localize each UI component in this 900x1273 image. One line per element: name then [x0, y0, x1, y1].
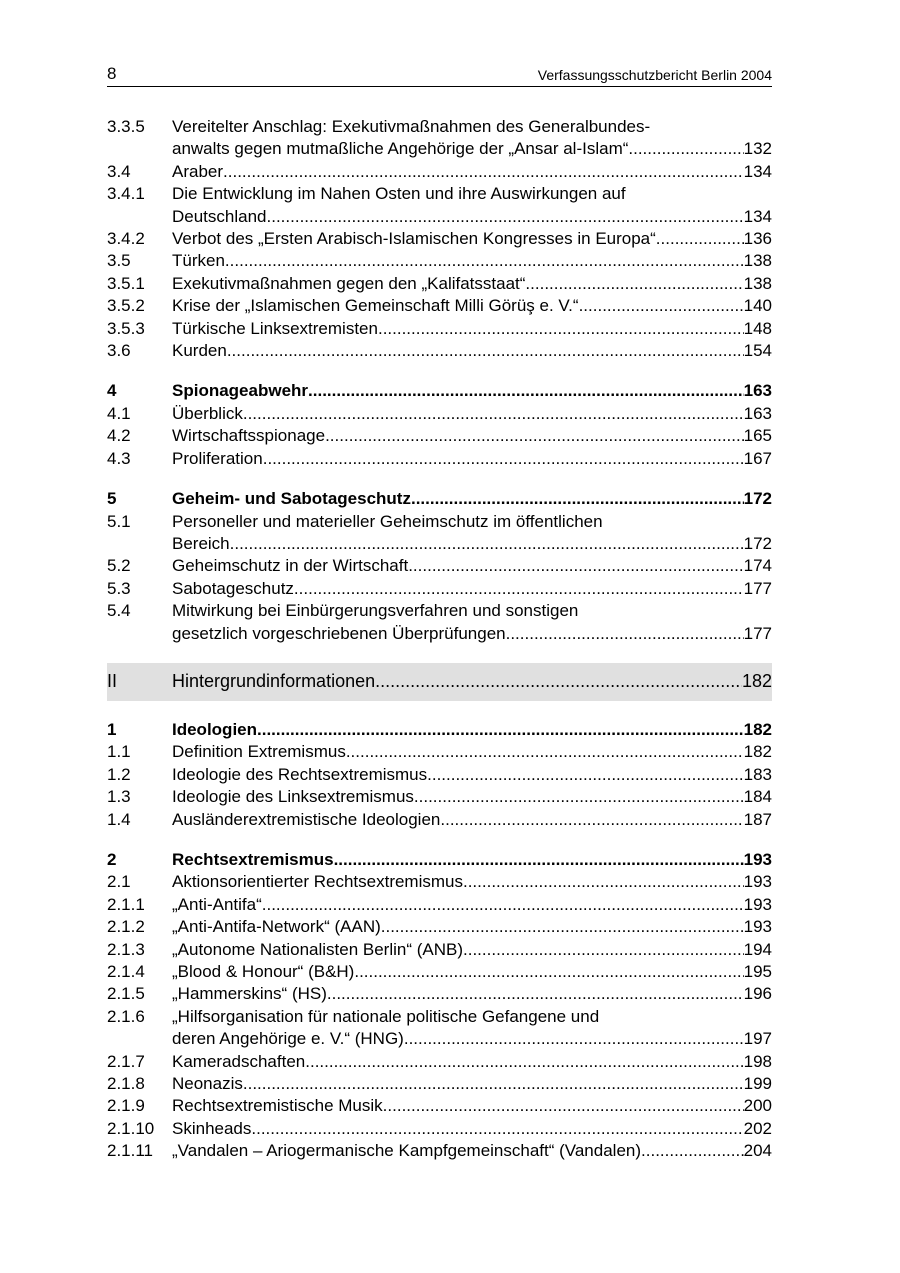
toc-number: 2.1.1 — [107, 894, 145, 914]
toc-entry-2-1-3[interactable] — [107, 939, 772, 961]
table-of-contents — [107, 116, 772, 1163]
toc-leader — [263, 448, 744, 470]
document-page — [107, 60, 772, 1163]
toc-title: Spionageabwehr — [172, 381, 309, 401]
toc-entry-3-4[interactable] — [107, 161, 772, 183]
toc-entry-3-5-1[interactable] — [107, 273, 772, 295]
toc-number: 1.4 — [107, 809, 131, 829]
toc-page: 163 — [743, 381, 772, 401]
toc-title: Skinheads — [172, 1118, 252, 1138]
toc-title: Rechtsextremismus — [172, 849, 334, 869]
toc-number: 2.1.7 — [107, 1051, 145, 1071]
toc-number: 3.5.1 — [107, 273, 145, 293]
toc-entry-3-6[interactable] — [107, 340, 772, 362]
toc-leader — [223, 161, 744, 183]
section-gap — [107, 831, 772, 849]
toc-leader — [325, 425, 744, 447]
toc-leader — [525, 273, 743, 295]
toc-title-line1: Die Entwicklung im Nahen Osten und ihre Auswirkungen auf — [172, 184, 626, 204]
toc-entry-3-4-2[interactable] — [107, 228, 772, 250]
toc-page: 163 — [743, 403, 772, 423]
toc-page: 177 — [743, 578, 772, 598]
toc-leader — [308, 380, 744, 402]
toc-leader — [251, 1118, 743, 1140]
toc-leader — [327, 983, 744, 1005]
toc-leader — [243, 403, 744, 425]
toc-title: „Vandalen – Ariogermanische Kampfgemeinschaft“ (Vandalen) — [172, 1141, 642, 1161]
toc-title: Sabotageschutz — [172, 578, 294, 598]
toc-page: 140 — [743, 296, 772, 316]
toc-page: 193 — [743, 894, 772, 914]
toc-leader — [656, 228, 744, 250]
toc-leader — [463, 871, 744, 893]
toc-entry-1-2[interactable] — [107, 764, 772, 786]
toc-leader — [411, 488, 744, 510]
toc-entry-2-1-11[interactable] — [107, 1140, 772, 1162]
toc-title: Wirtschaftsspionage — [172, 426, 326, 446]
toc-title-line1: Vereitelter Anschlag: Exekutivmaßnahmen des Generalbundes- — [172, 117, 651, 136]
toc-leader — [375, 671, 742, 692]
toc-page: 193 — [743, 849, 772, 869]
toc-page: 193 — [743, 917, 772, 937]
toc-page: 184 — [743, 787, 772, 807]
toc-page: 182 — [743, 742, 772, 762]
toc-title: anwalts gegen mutmaßliche Angehörige der „Ansar al-Islam“ — [172, 139, 629, 159]
toc-page: 134 — [743, 161, 772, 181]
toc-page: 198 — [743, 1051, 772, 1071]
toc-title: „Blood & Honour“ (B&H) — [172, 962, 355, 981]
toc-title: deren Angehörige e. V.“ (HNG) — [172, 1029, 404, 1049]
toc-number: 2.1.4 — [107, 962, 145, 981]
toc-leader — [628, 138, 743, 160]
toc-page: 174 — [743, 556, 772, 576]
toc-leader — [267, 206, 744, 228]
toc-entry-2-1-7[interactable] — [107, 1051, 772, 1073]
toc-entry-1-3[interactable] — [107, 786, 772, 808]
toc-entry-1-4[interactable] — [107, 809, 772, 831]
toc-entry-2-1-4[interactable] — [107, 961, 772, 983]
toc-title: Geheim- und Sabotageschutz — [172, 489, 411, 509]
toc-entry-3-5-3[interactable] — [107, 318, 772, 340]
toc-entry-2-1-8[interactable] — [107, 1073, 772, 1095]
toc-number: 4.2 — [107, 426, 131, 446]
toc-title: Kameradschaften — [172, 1051, 306, 1071]
toc-title: gesetzlich vorgeschriebenen Überprüfungen — [172, 623, 506, 643]
toc-title: Geheimschutz in der Wirtschaft — [172, 556, 409, 576]
toc-number: 2.1.11 — [107, 1141, 154, 1161]
toc-title: Türken — [172, 251, 225, 271]
toc-page: 200 — [743, 1096, 772, 1116]
toc-number: 2.1.5 — [107, 984, 145, 1004]
toc-entry-1[interactable] — [107, 719, 772, 741]
toc-page: 134 — [743, 206, 772, 226]
toc-number: 1.1 — [107, 742, 131, 762]
toc-page: 183 — [743, 764, 772, 784]
toc-title: „Hammerskins“ (HS) — [172, 984, 327, 1004]
toc-title: „Anti-Antifa-Network“ (AAN) — [172, 917, 381, 937]
toc-page: 195 — [743, 962, 772, 981]
toc-entry-3-3-5[interactable] — [107, 116, 772, 161]
toc-entry-5-2[interactable] — [107, 555, 772, 577]
toc-number: 2.1.8 — [107, 1074, 145, 1094]
toc-title: Ideologien — [172, 719, 257, 739]
toc-title: „Autonome Nationalisten Berlin“ (ANB) — [172, 939, 464, 959]
toc-title-line1: „Hilfsorganisation für nationale politische Gefangene und — [172, 1006, 600, 1026]
toc-number: 3.3.5 — [107, 117, 145, 136]
page-number: 8 — [107, 64, 117, 83]
toc-number: 3.5.2 — [107, 296, 145, 316]
toc-entry-5[interactable] — [107, 488, 772, 510]
toc-title: Ausländerextremistische Ideologien — [172, 809, 441, 829]
toc-entry-2-1-5[interactable] — [107, 983, 772, 1005]
toc-leader — [346, 741, 744, 763]
toc-title: „Anti-Antifa“ — [172, 894, 262, 914]
toc-title: Definition Extremismus — [172, 742, 346, 762]
toc-title: Araber — [172, 161, 224, 181]
toc-leader — [230, 533, 744, 555]
toc-title: Proliferation — [172, 448, 263, 468]
toc-leader — [579, 295, 744, 317]
toc-entry-2-1-1[interactable] — [107, 894, 772, 916]
toc-leader — [378, 318, 744, 340]
toc-leader — [506, 623, 744, 645]
toc-number: 2.1.9 — [107, 1096, 145, 1116]
toc-number: 2.1.3 — [107, 939, 145, 959]
toc-entry-2-1-6[interactable] — [107, 1006, 772, 1051]
toc-page: 148 — [743, 318, 772, 338]
toc-entry-2-1-9[interactable] — [107, 1095, 772, 1117]
section-gap — [107, 362, 772, 380]
toc-entry-2-1-10[interactable] — [107, 1118, 772, 1140]
toc-title: Hintergrundinformationen — [172, 671, 376, 692]
toc-number: 4 — [107, 381, 117, 401]
toc-title: Ideologie des Rechtsextremismus — [172, 764, 428, 784]
toc-number: 2.1.2 — [107, 917, 145, 937]
toc-page: 182 — [743, 719, 772, 739]
toc-number: 3.4.2 — [107, 229, 145, 249]
toc-page: 172 — [743, 489, 772, 509]
toc-leader — [354, 961, 743, 983]
toc-entry-4-2[interactable] — [107, 425, 772, 447]
toc-number: 5.2 — [107, 556, 131, 576]
toc-number: 5.4 — [107, 601, 131, 621]
toc-number: 4.3 — [107, 448, 131, 468]
toc-number: 1 — [107, 719, 117, 739]
toc-entry-5-4[interactable] — [107, 600, 772, 645]
section-gap — [107, 470, 772, 488]
toc-number: 2 — [107, 849, 117, 869]
toc-number: 1.2 — [107, 764, 131, 784]
toc-leader — [227, 340, 744, 362]
toc-leader — [404, 1028, 744, 1050]
toc-page: 136 — [743, 229, 772, 249]
toc-page: 202 — [743, 1118, 772, 1138]
toc-entry-1-1[interactable] — [107, 741, 772, 763]
page-header — [107, 60, 772, 87]
toc-title: Kurden — [172, 341, 227, 361]
toc-number: 1.3 — [107, 787, 131, 807]
toc-leader — [427, 764, 744, 786]
toc-number: 3.4 — [107, 161, 131, 181]
toc-leader — [641, 1140, 744, 1162]
toc-page: 138 — [743, 251, 772, 271]
toc-title: Bereich — [172, 533, 230, 553]
toc-number: 2.1.10 — [107, 1118, 155, 1138]
toc-leader — [243, 1073, 744, 1095]
toc-page: 196 — [743, 984, 772, 1004]
toc-page: 138 — [743, 273, 772, 293]
toc-entry-2-1-2[interactable] — [107, 916, 772, 938]
toc-page: 165 — [743, 426, 772, 446]
toc-page: 167 — [743, 448, 772, 468]
toc-title: Deutschland — [172, 206, 267, 226]
toc-title: Ideologie des Linksextremismus — [172, 787, 414, 807]
toc-leader — [414, 786, 744, 808]
toc-entry-5-1[interactable] — [107, 511, 772, 556]
toc-page: 197 — [743, 1029, 772, 1049]
toc-number: II — [107, 671, 118, 692]
toc-leader — [383, 1095, 744, 1117]
toc-number: 3.5 — [107, 251, 131, 271]
toc-leader — [381, 916, 744, 938]
toc-title: Krise der „Islamischen Gemeinschaft Milli Görüş e. V.“ — [172, 296, 579, 316]
toc-number: 2.1 — [107, 872, 131, 892]
toc-leader — [408, 555, 743, 577]
toc-leader — [463, 939, 744, 961]
toc-title: Überblick — [172, 403, 243, 423]
toc-title: Rechtsextremistische Musik — [172, 1096, 383, 1116]
toc-page: 132 — [743, 139, 772, 159]
toc-leader — [334, 849, 744, 871]
toc-title: Exekutivmaßnahmen gegen den „Kalifatsstaat“ — [172, 273, 526, 293]
toc-entry-3-5[interactable] — [107, 250, 772, 272]
toc-leader — [294, 578, 744, 600]
toc-number: 3.6 — [107, 341, 131, 361]
toc-page: 177 — [743, 623, 772, 643]
toc-page: 193 — [743, 872, 772, 892]
toc-title: Verbot des „Ersten Arabisch-Islamischen Kongresses in Europa“ — [172, 229, 656, 249]
toc-page: 199 — [743, 1074, 772, 1094]
toc-title-line1: Mitwirkung bei Einbürgerungsverfahren und sonstigen — [172, 601, 579, 621]
toc-entry-3-5-2[interactable] — [107, 295, 772, 317]
running-title: Verfassungsschutzbericht Berlin 2004 — [537, 67, 772, 83]
toc-part-ii[interactable] — [107, 663, 772, 701]
toc-title-line1: Personeller und materieller Geheimschutz im öffentlichen — [172, 511, 603, 531]
toc-entry-3-4-1[interactable] — [107, 183, 772, 228]
toc-page: 154 — [743, 341, 772, 361]
toc-leader — [257, 719, 744, 741]
toc-page: 182 — [741, 671, 772, 692]
toc-page: 187 — [743, 809, 772, 829]
toc-entry-4[interactable] — [107, 380, 772, 402]
toc-page: 194 — [743, 939, 772, 959]
toc-page: 172 — [743, 533, 772, 553]
toc-entry-4-1[interactable] — [107, 403, 772, 425]
toc-entry-5-3[interactable] — [107, 578, 772, 600]
toc-number: 4.1 — [107, 403, 131, 423]
toc-entry-2-1[interactable] — [107, 871, 772, 893]
toc-number: 2.1.6 — [107, 1006, 145, 1026]
toc-leader — [262, 894, 744, 916]
toc-title: Aktionsorientierter Rechtsextremismus — [172, 872, 463, 892]
toc-leader — [440, 809, 743, 831]
toc-number: 5.3 — [107, 578, 131, 598]
toc-leader — [305, 1051, 743, 1073]
toc-title: Neonazis — [172, 1074, 243, 1094]
toc-leader — [225, 250, 744, 272]
toc-title: Türkische Linksextremisten — [172, 318, 378, 338]
toc-entry-2[interactable] — [107, 849, 772, 871]
toc-page: 204 — [743, 1141, 772, 1161]
toc-number: 3.4.1 — [107, 184, 145, 204]
toc-number: 5 — [107, 489, 117, 509]
toc-number: 3.5.3 — [107, 318, 145, 338]
toc-number: 5.1 — [107, 511, 131, 531]
toc-entry-4-3[interactable] — [107, 448, 772, 470]
